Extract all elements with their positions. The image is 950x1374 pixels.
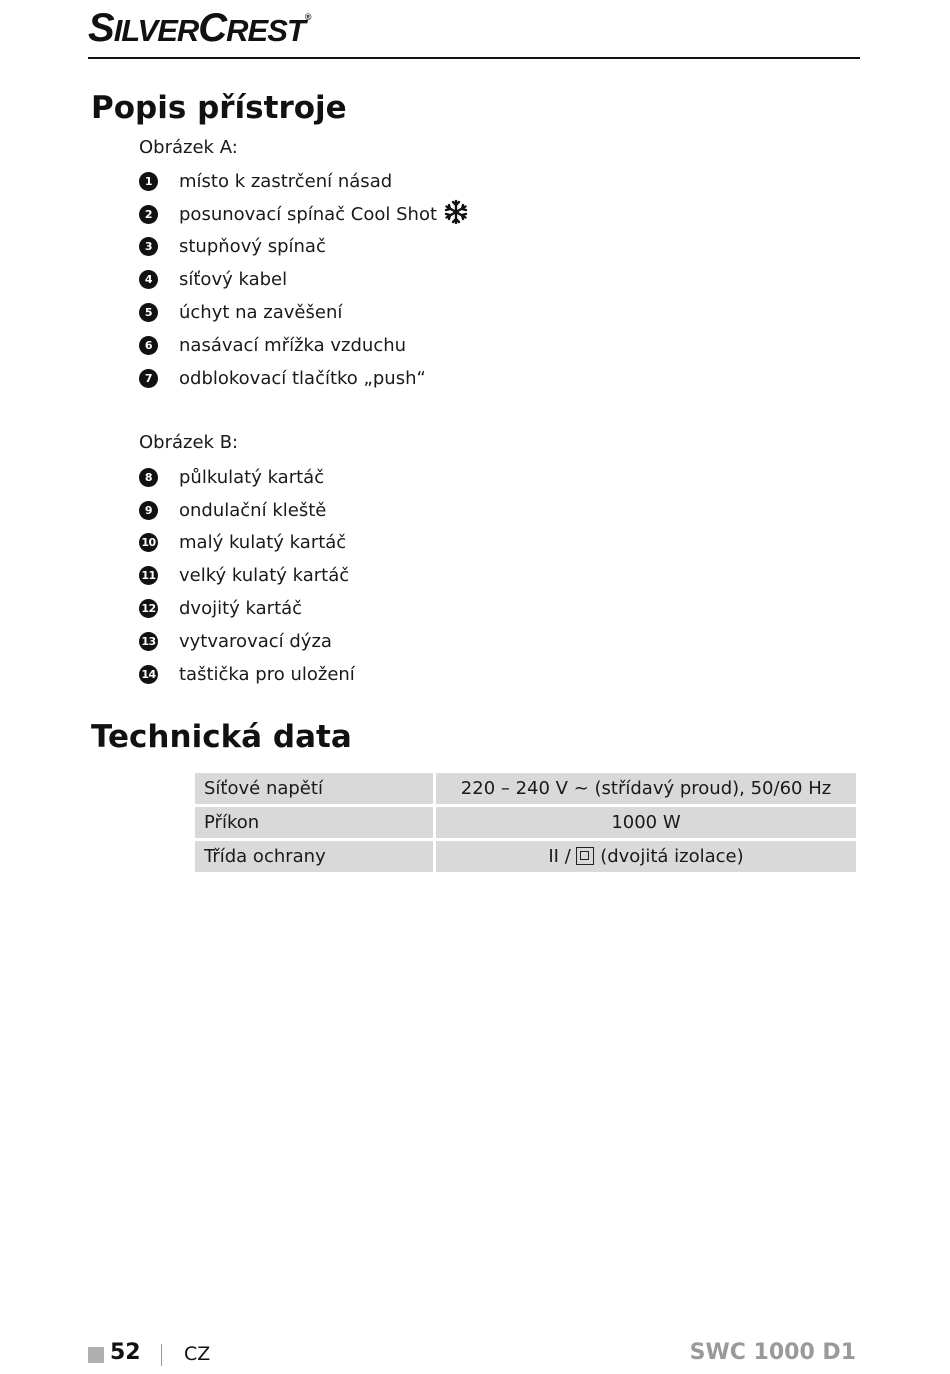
table-cell-value: 220 – 240 V ~ (střídavý proud), 50/60 Hz — [436, 773, 856, 804]
list-item — [139, 527, 355, 560]
list-item — [139, 559, 355, 592]
item-text: úchyt na zavěšení — [179, 302, 343, 324]
item-number-badge: 11 — [139, 566, 158, 585]
list-item — [139, 263, 469, 296]
item-number-badge: 2 — [139, 205, 158, 224]
item-number-badge: 6 — [139, 336, 158, 355]
list-item — [139, 461, 355, 494]
table-row — [195, 807, 856, 838]
figure-a-list — [139, 165, 469, 395]
table-row — [195, 773, 856, 804]
table-cell-label: Třída ochrany — [195, 841, 436, 872]
figure-b-list — [139, 461, 355, 691]
footer-square-icon — [88, 1347, 104, 1363]
section-title-description: Popis přístroje — [91, 90, 347, 126]
item-number-badge: 10 — [139, 533, 158, 552]
item-text: vytvarovací dýza — [179, 630, 332, 652]
item-text: posunovací spínač Cool Shot — [179, 203, 438, 225]
item-number-badge: 4 — [139, 270, 158, 289]
item-number-badge: 13 — [139, 632, 158, 651]
item-text: taštička pro uložení — [179, 663, 355, 685]
item-number-badge: 14 — [139, 665, 158, 684]
table-cell-value — [436, 841, 856, 872]
list-item — [139, 231, 469, 264]
double-insulation-icon — [576, 847, 594, 865]
list-item — [139, 625, 355, 658]
item-text: nasávací mřížka vzduchu — [179, 334, 407, 356]
figure-a-label: Obrázek A: — [139, 137, 238, 158]
section-title-technical: Technická data — [91, 719, 352, 755]
value-prefix: II / — [548, 846, 577, 867]
list-item — [139, 592, 355, 625]
list-item — [139, 165, 469, 198]
item-text: velký kulatý kartáč — [179, 565, 350, 587]
item-number-badge: 5 — [139, 303, 158, 322]
item-text: stupňový spínač — [179, 236, 326, 258]
value-suffix: (dvojitá izolace) — [594, 846, 744, 867]
item-number-badge: 8 — [139, 468, 158, 487]
item-number-badge: 9 — [139, 501, 158, 520]
list-item — [139, 198, 469, 231]
table-cell-value: 1000 W — [436, 807, 856, 838]
item-text: místo k zastrčení násad — [179, 170, 393, 192]
list-item — [139, 329, 469, 362]
item-number-badge: 12 — [139, 599, 158, 618]
table-cell-label: Příkon — [195, 807, 436, 838]
item-text: dvojitý kartáč — [179, 598, 303, 620]
item-text: síťový kabel — [179, 269, 288, 291]
table-row — [195, 841, 856, 872]
item-text: půlkulatý kartáč — [179, 466, 325, 488]
model-number: SWC 1000 D1 — [689, 1340, 856, 1365]
list-item — [139, 362, 469, 395]
header-rule — [88, 57, 860, 59]
footer-divider — [161, 1344, 162, 1366]
page-number: 52 — [110, 1340, 141, 1365]
list-item — [139, 658, 355, 691]
item-text: odblokovací tlačítko „push“ — [179, 367, 426, 389]
item-number-badge: 1 — [139, 172, 158, 191]
list-item — [139, 296, 469, 329]
table-cell-label: Síťové napětí — [195, 773, 436, 804]
figure-b-label: Obrázek B: — [139, 432, 239, 453]
technical-data-table — [195, 770, 856, 875]
language-code: CZ — [184, 1343, 211, 1365]
snowflake-icon — [443, 199, 469, 230]
list-item — [139, 494, 355, 527]
item-text: ondulační kleště — [179, 499, 327, 521]
item-number-badge: 7 — [139, 369, 158, 388]
item-number-badge: 3 — [139, 237, 158, 256]
item-text: malý kulatý kartáč — [179, 532, 347, 554]
brand-logo: SILVERCREST® — [88, 6, 311, 50]
